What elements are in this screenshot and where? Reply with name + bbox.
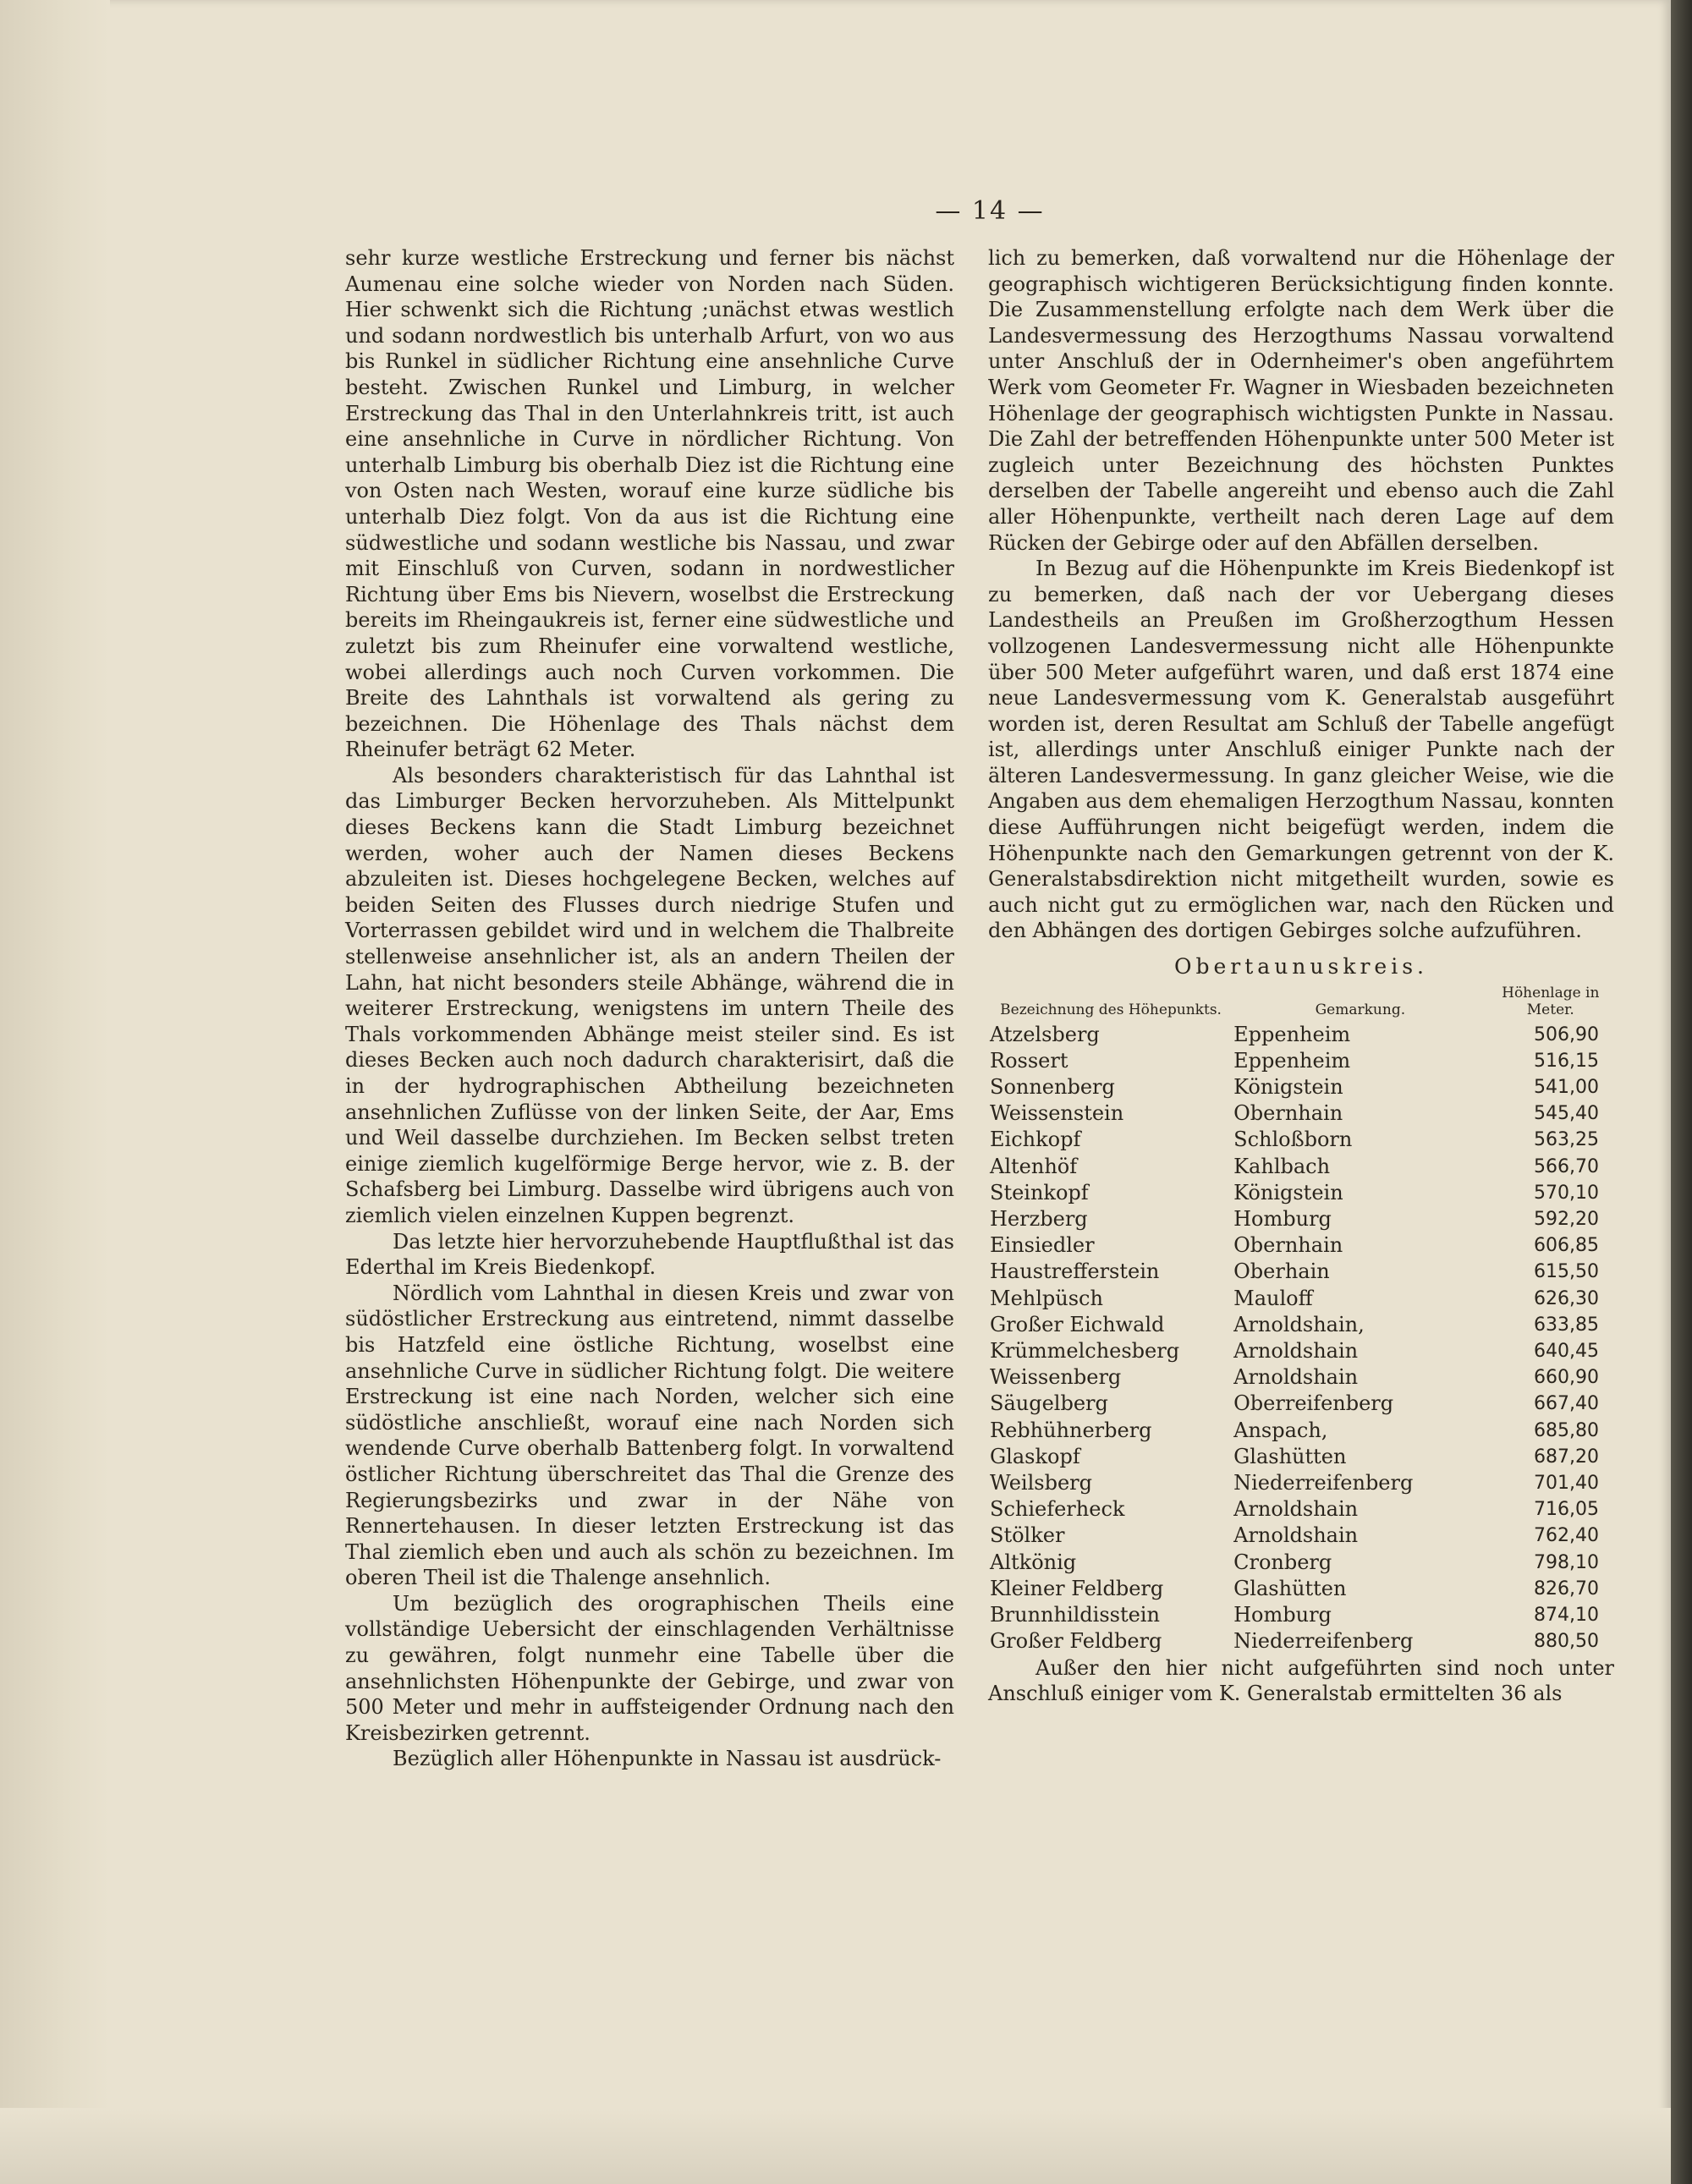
page-bottom-margin xyxy=(0,2108,1671,2184)
table-row xyxy=(988,1338,1614,1364)
scan-right-edge xyxy=(1671,0,1692,2184)
gemarkung-name: Eppenheim xyxy=(1233,1048,1351,1073)
gemarkung-name: Obernhain xyxy=(1233,1233,1343,1258)
table-row xyxy=(988,1364,1614,1391)
height-point-name: Rebhühnerberg xyxy=(990,1418,1152,1442)
table-title: Obertaunuskreis. xyxy=(1174,954,1428,980)
height-value: 615,50 xyxy=(1534,1261,1599,1283)
gemarkung-name: Homburg xyxy=(1233,1207,1332,1232)
table-row xyxy=(988,1154,1614,1180)
after-table-text xyxy=(988,1655,1614,1707)
table-header-row xyxy=(988,984,1614,1022)
height-value: 541,00 xyxy=(1534,1077,1599,1099)
height-value: 798,10 xyxy=(1534,1551,1599,1573)
table-row xyxy=(988,1444,1614,1470)
table-row xyxy=(988,1259,1614,1285)
height-point-name: Steinkopf xyxy=(990,1180,1089,1204)
table-row xyxy=(988,1206,1614,1232)
gemarkung-name: Anspach, xyxy=(1233,1418,1328,1442)
page-number: — 14 — xyxy=(935,196,1045,226)
table-row xyxy=(988,1022,1614,1048)
height-value: 606,85 xyxy=(1534,1235,1599,1257)
table-row xyxy=(988,1100,1614,1127)
height-point-name: Herzberg xyxy=(990,1207,1088,1232)
gemarkung-name: Homburg xyxy=(1233,1603,1332,1627)
gemarkung-name: Schloßborn xyxy=(1233,1128,1353,1152)
paragraph: Bezüglich aller Höhenpunkte in Nassau ist ausdrück- xyxy=(393,1747,942,1771)
table-row xyxy=(988,1048,1614,1074)
height-value: 826,70 xyxy=(1534,1578,1599,1600)
table-row xyxy=(988,1496,1614,1523)
height-point-name: Säugelberg xyxy=(990,1391,1108,1416)
height-value: 545,40 xyxy=(1534,1103,1599,1125)
paragraph: lich zu bemerken, daß vorwaltend nur die Höhenlage der geographisch wichtigeren Berücksichtigung finden konnte. Die Zusammenstellung erfolgte nach dem Werk über die Landesvermessung des Herzogthums Nassau vorwaltend unter Anschluß der in Odernheimer's oben angeführtem Werk vom Geometer Fr. Wagner in Wiesbaden bezeichneten Höhenlage der geographisch wichtigsten Punkte in Nassau. Die Zahl der betreffenden Höhenpunkte unter 500 Meter ist zugleich unter Bezeichnung des höchsten Punktes derselben der Tabelle angereiht und ebenso auch die Zahl aller Höhenpunkte, vertheilt nach deren Lage auf dem Rücken der Gebirge oder auf den Abfällen derselben. xyxy=(988,246,1614,555)
gemarkung-name: Oberreifenberg xyxy=(1233,1391,1394,1416)
gemarkung-name: Kahlbach xyxy=(1233,1154,1331,1178)
height-point-name: Einsiedler xyxy=(990,1233,1095,1258)
paragraph: Um bezüglich des orographischen Theils eine vollständige Uebersicht der einschlagenden Verhältnisse zu gewähren, folgt nunmehr eine Tabelle über die ansehnlichsten Höhenpunkte der Gebirge, und zwar von 500 Meter und mehr in auffsteigender Ordnung nach den Kreisbezirken getrennt. xyxy=(345,1591,954,1745)
height-value: 660,90 xyxy=(1534,1367,1599,1389)
height-point-name: Schieferheck xyxy=(990,1497,1125,1522)
height-value: 592,20 xyxy=(1534,1209,1599,1231)
paragraph: Außer den hier nicht aufgeführten sind noch unter Anschluß einiger vom K. Generalstab ermittelten 36 als xyxy=(988,1655,1614,1706)
height-value: 716,05 xyxy=(1534,1499,1599,1521)
right-text-column xyxy=(988,245,1614,1707)
height-value: 570,10 xyxy=(1534,1182,1599,1204)
gemarkung-name: Glashütten xyxy=(1233,1444,1347,1468)
height-point-name: Eichkopf xyxy=(990,1128,1081,1152)
paragraph: sehr kurze westliche Erstreckung und ferner bis nächst Aumenau eine solche wieder von Norden nach Süden. Hier schwenkt sich die Richtung ;unächst etwas westlich und sodann nordwestlich bis unterhalb Arfurt, von wo aus bis Runkel in südlicher Richtung eine ansehnliche Curve besteht. Zwischen Runkel und Limburg, in welcher Erstreckung das Thal in den Unterlahnkreis tritt, ist auch eine ansehnliche in Curve in nördlicher Richtung. Von unterhalb Limburg bis oberhalb Diez ist die Richtung eine von Osten nach Westen, worauf eine kurze südliche bis unterhalb Diez folgt. Von da aus ist die Richtung eine südwestliche und sodann westliche bis Nassau, und zwar mit Einschluß von Curven, sodann in nordwestlicher Richtung über Ems bis Nievern, woselbst die Erstreckung bereits im Rheingaukreis ist, ferner eine südwestliche und zuletzt bis zum Rheinufer eine vorwaltend westliche, wobei allerdings auch noch Curven vorkommen. Die Breite des Lahnthals ist vorwaltend als gering zu bezeichnen. Die Höhenlage des Thals nächst dem Rheinufer beträgt 62 Meter. xyxy=(345,246,954,762)
height-value: 667,40 xyxy=(1534,1393,1599,1415)
height-point-name: Sonnenberg xyxy=(990,1075,1115,1100)
height-value: 626,30 xyxy=(1534,1287,1599,1309)
gemarkung-name: Arnoldshain xyxy=(1233,1523,1359,1548)
gemarkung-name: Niederreifenberg xyxy=(1233,1471,1414,1495)
gemarkung-name: Königstein xyxy=(1233,1180,1343,1204)
height-value: 687,20 xyxy=(1534,1446,1599,1468)
height-point-name: Brunnhildisstein xyxy=(990,1603,1160,1627)
elevation-table-body xyxy=(988,1022,1614,1655)
height-point-name: Großer Feldberg xyxy=(990,1629,1162,1654)
table-row xyxy=(988,1232,1614,1259)
gemarkung-name: Arnoldshain xyxy=(1233,1497,1359,1522)
table-row xyxy=(988,1523,1614,1549)
height-point-name: Großer Eichwald xyxy=(990,1312,1165,1336)
height-value: 516,15 xyxy=(1534,1050,1599,1072)
paragraph: Nördlich vom Lahnthal in diesen Kreis und zwar von südöstlicher Erstreckung aus eintretend, nimmt dasselbe bis Hatzfeld eine östliche Richtung, woselbst eine ansehnliche Curve in südlicher Richtung folgt. Die weitere Erstreckung ist eine nach Norden, welcher sich eine südöstliche anschließt, worauf eine nach Norden sich wendende Curve oberhalb Battenberg folgt. In vorwaltend östlicher Richtung überschreitet das Thal die Grenze des Regierungsbezirks und zwar in der Nähe von Rennertehausen. In dieser letzten Erstreckung ist das Thal ziemlich eben und auch als schön zu bezeichnen. Im oberen Theil ist die Thalenge ansehnlich. xyxy=(345,1281,954,1590)
height-point-name: Altenhöf xyxy=(990,1154,1078,1178)
height-point-name: Weissenstein xyxy=(990,1101,1124,1126)
table-row xyxy=(988,1127,1614,1153)
gemarkung-name: Cronberg xyxy=(1233,1550,1332,1574)
column-header-point: Bezeichnung des Höhepunkts. xyxy=(1000,1001,1222,1018)
gemarkung-name: Arnoldshain xyxy=(1233,1339,1359,1364)
table-row xyxy=(988,1312,1614,1338)
column-header-gemarkung: Gemarkung. xyxy=(1315,1001,1406,1018)
table-row xyxy=(988,1074,1614,1100)
height-point-name: Altkönig xyxy=(990,1550,1077,1574)
page-fold-shadow xyxy=(0,0,110,2184)
height-value: 685,80 xyxy=(1534,1419,1599,1441)
paragraph: In Bezug auf die Höhenpunkte im Kreis Biedenkopf ist zu bemerken, daß nach der vor Uebergang dieses Landestheils an Preußen im Großherzogthum Hessen vollzogenen Landesvermessung nicht alle Höhenpunkte über 500 Meter aufgeführt waren, und daß erst 1874 eine neue Landesvermessung vom K. Generalstab ausgeführt worden ist, deren Resultat am Schluß der Tabelle angefügt ist, allerdings unter Anschluß einiger Punkte nach der älteren Landesvermessung. In ganz gleicher Weise, wie die Angaben aus dem ehemaligen Herzogthum Nassau, konnten diese Aufführungen nicht beigefügt werden, indem die Höhenpunkte nach den Gemarkungen getrennt von der K. Generalstabsdirektion nicht mitgetheilt wurden, sowie es auch nicht gut zu ermöglichen war, nach den Rücken und den Abhängen des dortigen Gebirges solche aufzuführen. xyxy=(988,557,1614,943)
height-value: 633,85 xyxy=(1534,1314,1599,1336)
height-value: 880,50 xyxy=(1534,1631,1599,1653)
table-row xyxy=(988,1602,1614,1628)
gemarkung-name: Obernhain xyxy=(1233,1101,1343,1126)
height-point-name: Weissenberg xyxy=(990,1365,1122,1390)
table-row xyxy=(988,1418,1614,1444)
table-row xyxy=(988,1576,1614,1602)
height-point-name: Mehlpüsch xyxy=(990,1286,1103,1310)
height-point-name: Rossert xyxy=(990,1048,1068,1073)
height-point-name: Kleiner Feldberg xyxy=(990,1576,1164,1600)
elevation-table xyxy=(988,984,1614,1655)
height-value: 762,40 xyxy=(1534,1525,1599,1547)
gemarkung-name: Glashütten xyxy=(1233,1576,1347,1600)
table-row xyxy=(988,1180,1614,1206)
gemarkung-name: Königstein xyxy=(1233,1075,1343,1100)
table-row xyxy=(988,1628,1614,1654)
height-value: 566,70 xyxy=(1534,1155,1599,1177)
gemarkung-name: Arnoldshain xyxy=(1233,1365,1359,1390)
table-row xyxy=(988,1550,1614,1576)
gemarkung-name: Mauloff xyxy=(1233,1286,1313,1310)
height-point-name: Haustrefferstein xyxy=(990,1259,1160,1284)
gemarkung-name: Niederreifenberg xyxy=(1233,1629,1414,1654)
paragraph: Als besonders charakteristisch für das Lahnthal ist das Limburger Becken hervorzuheben. Als Mittelpunkt dieses Beckens kann die Stadt Limburg bezeichnet werden, woher auch der Namen dieses Beckens abzuleiten ist. Dieses hochgelegene Becken, welches auf beiden Seiten des Flusses durch niedrige Stufen und Vorterrassen gebildet wird und in welchem die Thalbreite stellenweise ansehnlicher ist, als an andern Theilen der Lahn, hat nicht besonders steile Abhänge, während die in weiterer Erstreckung, wenigstens im untern Theile des Thals vorkommenden Abhänge meist steiler sind. Es ist dieses Becken auch noch dadurch charakterisirt, daß die in der hydrographischen Abtheilung bezeichneten ansehnlichen Zuflüsse von der linken Seite, der Aar, Ems und Weil dasselbe durchziehen. Im Becken selbst treten einige ziemlich kugelförmige Berge hervor, wie z. B. der Schafsberg bei Limburg. Dasselbe wird übrigens auch von ziemlich vielen einzelnen Kuppen begrenzt. xyxy=(345,763,954,1227)
gemarkung-name: Arnoldshain, xyxy=(1233,1312,1365,1336)
height-point-name: Atzelsberg xyxy=(990,1022,1100,1046)
column-header-height: Höhenlage in Meter. xyxy=(1502,984,1600,1018)
height-value: 506,90 xyxy=(1534,1023,1599,1045)
table-row xyxy=(988,1391,1614,1417)
height-point-name: Weilsberg xyxy=(990,1471,1092,1495)
paragraph: Das letzte hier hervorzuhebende Hauptflußthal ist das Ederthal im Kreis Biedenkopf. xyxy=(345,1229,954,1280)
left-text-column xyxy=(345,245,954,1772)
gemarkung-name: Eppenheim xyxy=(1233,1022,1351,1046)
gemarkung-name: Oberhain xyxy=(1233,1259,1330,1284)
height-point-name: Glaskopf xyxy=(990,1444,1080,1468)
height-value: 563,25 xyxy=(1534,1129,1599,1151)
height-value: 874,10 xyxy=(1534,1605,1599,1627)
table-row xyxy=(988,1286,1614,1312)
height-point-name: Krümmelchesberg xyxy=(990,1339,1180,1364)
height-value: 701,40 xyxy=(1534,1473,1599,1495)
height-value: 640,45 xyxy=(1534,1341,1599,1363)
table-row xyxy=(988,1470,1614,1496)
height-point-name: Stölker xyxy=(990,1523,1065,1548)
